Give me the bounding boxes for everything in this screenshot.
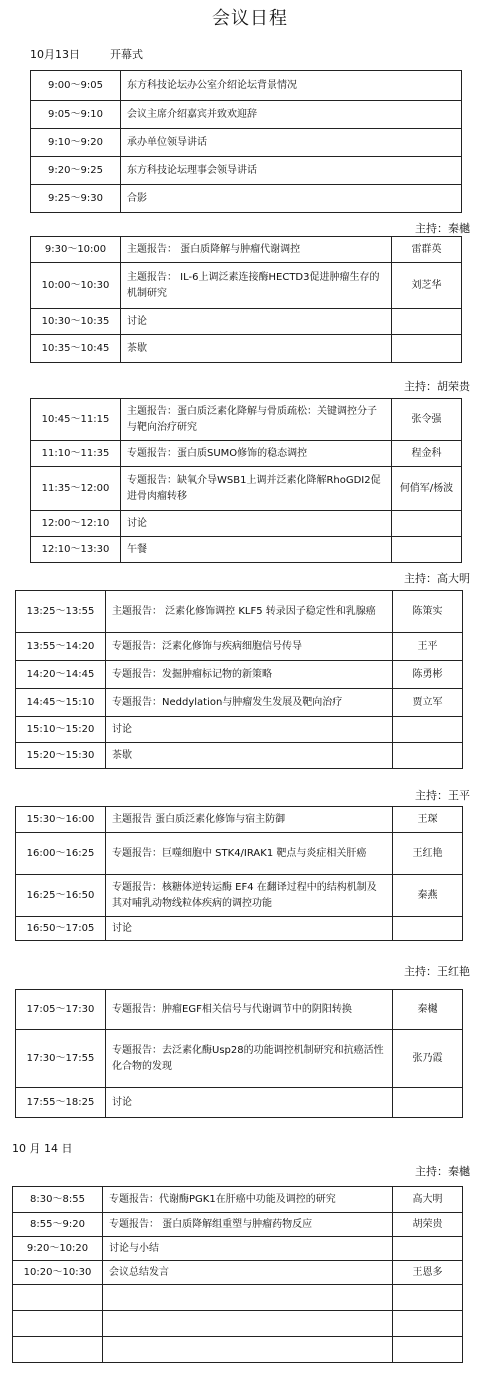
time-cell (13, 1337, 103, 1363)
time-cell: 13:55～14:20 (16, 633, 106, 661)
speaker-cell (392, 335, 462, 363)
time-cell: 10:20～10:30 (13, 1261, 103, 1285)
schedule-row (13, 1213, 463, 1237)
speaker-cell: 何俏军/杨波 (392, 467, 462, 511)
time-cell: 10:45～11:15 (31, 399, 121, 441)
topic-cell: 专题报告：Neddylation与肿瘤发生发展及靶向治疗 (106, 689, 393, 717)
topic-cell (103, 1337, 393, 1363)
topic-cell: 专题报告：发掘肿瘤标记物的新策略 (106, 661, 393, 689)
schedule-table-session-5 (15, 989, 463, 1118)
topic-cell: 专题报告：核糖体逆转运酶 EF4 在翻译过程中的结构机制及其对哺乳动物线粒体疾病的调控功能 (106, 875, 393, 917)
schedule-row (31, 185, 462, 213)
speaker-cell (393, 1337, 463, 1363)
topic-cell: 专题报告：去泛素化酶Usp28的功能调控机制研究和抗癌活性化合物的发现 (106, 1030, 393, 1088)
topic-cell: 主题报告： 泛素化修饰调控 KLF5 转录因子稳定性和乳腺癌 (106, 591, 393, 633)
schedule-table-opening (30, 70, 462, 213)
time-cell: 9:20～10:20 (13, 1237, 103, 1261)
speaker-cell (392, 511, 462, 537)
time-cell: 9:10～9:20 (31, 129, 121, 157)
host-label: 主持：胡荣贵 (404, 380, 470, 393)
speaker-cell: 陈策实 (393, 591, 463, 633)
time-cell: 10:30～10:35 (31, 309, 121, 335)
schedule-row (16, 1030, 463, 1088)
time-cell: 9:20～9:25 (31, 157, 121, 185)
day1-date: 10月13日 (30, 48, 80, 61)
topic-cell: 专题报告：代谢酶PGK1在肝癌中功能及调控的研究 (103, 1187, 393, 1213)
schedule-row (16, 875, 463, 917)
schedule-row (31, 511, 462, 537)
time-cell: 13:25～13:55 (16, 591, 106, 633)
time-cell: 11:35～12:00 (31, 467, 121, 511)
schedule-row (16, 807, 463, 833)
topic-cell: 讨论 (121, 309, 392, 335)
schedule-row (31, 101, 462, 129)
day1-header (30, 46, 143, 62)
topic-cell: 合影 (121, 185, 462, 213)
speaker-cell: 高大明 (393, 1187, 463, 1213)
time-cell: 9:25～9:30 (31, 185, 121, 213)
schedule-row (16, 990, 463, 1030)
topic-cell: 主题报告： 蛋白质降解与肿瘤代谢调控 (121, 237, 392, 263)
speaker-cell: 王平 (393, 633, 463, 661)
topic-cell: 午餐 (121, 537, 392, 563)
schedule-row (31, 399, 462, 441)
topic-cell: 专题报告：泛素化修饰与疾病细胞信号传导 (106, 633, 393, 661)
topic-cell: 承办单位领导讲话 (121, 129, 462, 157)
speaker-cell (393, 1311, 463, 1337)
topic-cell: 会议总结发言 (103, 1261, 393, 1285)
time-cell: 9:05～9:10 (31, 101, 121, 129)
time-cell (13, 1311, 103, 1337)
schedule-row (13, 1187, 463, 1213)
schedule-row (31, 309, 462, 335)
speaker-cell: 张乃霞 (393, 1030, 463, 1088)
time-cell: 16:50～17:05 (16, 917, 106, 941)
schedule-row (13, 1285, 463, 1311)
day1-label: 开幕式 (110, 48, 143, 61)
time-cell: 12:00～12:10 (31, 511, 121, 537)
schedule-row (16, 661, 463, 689)
speaker-cell: 秦燕 (393, 875, 463, 917)
speaker-cell: 胡荣贵 (393, 1213, 463, 1237)
topic-cell: 讨论 (106, 917, 393, 941)
speaker-cell: 王琛 (393, 807, 463, 833)
topic-cell: 东方科技论坛办公室介绍论坛背景情况 (121, 71, 462, 101)
time-cell: 15:30～16:00 (16, 807, 106, 833)
speaker-cell (392, 537, 462, 563)
time-cell: 12:10～13:30 (31, 537, 121, 563)
schedule-row (31, 537, 462, 563)
schedule-row (31, 335, 462, 363)
time-cell: 10:00～10:30 (31, 263, 121, 309)
speaker-cell (393, 1088, 463, 1118)
time-cell: 9:00～9:05 (31, 71, 121, 101)
topic-cell: 主题报告：蛋白质泛素化降解与骨质疏松：关键调控分子与靶向治疗研究 (121, 399, 392, 441)
host-label: 主持：秦樾 (415, 1165, 470, 1178)
schedule-row (31, 237, 462, 263)
host-label: 主持：秦樾 (415, 222, 470, 235)
time-cell: 15:20～15:30 (16, 743, 106, 769)
speaker-cell (392, 309, 462, 335)
schedule-table-session-2 (30, 398, 462, 563)
time-cell: 14:45～15:10 (16, 689, 106, 717)
topic-cell: 会议主席介绍嘉宾并致欢迎辞 (121, 101, 462, 129)
schedule-table-session-3 (15, 590, 463, 769)
host-label: 主持：高大明 (404, 572, 470, 585)
time-cell: 14:20～14:45 (16, 661, 106, 689)
topic-cell: 专题报告：蛋白质SUMO修饰的稳态调控 (121, 441, 392, 467)
topic-cell: 主题报告： IL-6上调泛素连接酶HECTD3促进肿瘤生存的机制研究 (121, 263, 392, 309)
schedule-row (13, 1237, 463, 1261)
schedule-table-session-4 (15, 806, 463, 941)
speaker-cell (393, 717, 463, 743)
time-cell: 17:30～17:55 (16, 1030, 106, 1088)
speaker-cell (393, 917, 463, 941)
schedule-table-session-1 (30, 236, 462, 363)
schedule-row (31, 263, 462, 309)
schedule-table-day2 (12, 1186, 463, 1363)
speaker-cell (393, 1237, 463, 1261)
time-cell: 10:35～10:45 (31, 335, 121, 363)
time-cell: 17:05～17:30 (16, 990, 106, 1030)
speaker-cell (393, 1285, 463, 1311)
time-cell: 8:55～9:20 (13, 1213, 103, 1237)
schedule-row (16, 833, 463, 875)
schedule-row (16, 743, 463, 769)
time-cell: 16:25～16:50 (16, 875, 106, 917)
time-cell (13, 1285, 103, 1311)
schedule-row (16, 1088, 463, 1118)
time-cell: 17:55～18:25 (16, 1088, 106, 1118)
topic-cell (103, 1285, 393, 1311)
speaker-cell: 贾立军 (393, 689, 463, 717)
topic-cell: 主题报告 蛋白质泛素化修饰与宿主防御 (106, 807, 393, 833)
host-label: 主持：王红艳 (404, 965, 470, 978)
schedule-row (16, 689, 463, 717)
schedule-row (31, 441, 462, 467)
topic-cell: 讨论与小结 (103, 1237, 393, 1261)
time-cell: 8:30～8:55 (13, 1187, 103, 1213)
schedule-row (16, 717, 463, 743)
topic-cell (103, 1311, 393, 1337)
schedule-row (16, 917, 463, 941)
topic-cell: 东方科技论坛理事会领导讲话 (121, 157, 462, 185)
host-label: 主持：王平 (415, 789, 470, 802)
speaker-cell: 王红艳 (393, 833, 463, 875)
schedule-row (13, 1337, 463, 1363)
schedule-row (13, 1311, 463, 1337)
day2-date: 10 月 14 日 (12, 1142, 73, 1155)
topic-cell: 讨论 (121, 511, 392, 537)
schedule-row (31, 71, 462, 101)
speaker-cell (393, 743, 463, 769)
schedule-row (31, 157, 462, 185)
schedule-row (13, 1261, 463, 1285)
topic-cell: 专题报告：巨噬细胞中 STK4/IRAK1 靶点与炎症相关肝癌 (106, 833, 393, 875)
topic-cell: 专题报告：缺氧介导WSB1上调并泛素化降解RhoGDI2促进骨肉瘤转移 (121, 467, 392, 511)
speaker-cell: 刘芝华 (392, 263, 462, 309)
topic-cell: 讨论 (106, 1088, 393, 1118)
schedule-row (31, 467, 462, 511)
speaker-cell: 王恩多 (393, 1261, 463, 1285)
time-cell: 11:10～11:35 (31, 441, 121, 467)
time-cell: 9:30～10:00 (31, 237, 121, 263)
speaker-cell: 秦樾 (393, 990, 463, 1030)
topic-cell: 专题报告： 蛋白质降解组重塑与肿瘤药物反应 (103, 1213, 393, 1237)
speaker-cell: 程金科 (392, 441, 462, 467)
time-cell: 16:00～16:25 (16, 833, 106, 875)
schedule-row (16, 591, 463, 633)
speaker-cell: 陈勇彬 (393, 661, 463, 689)
schedule-row (16, 633, 463, 661)
time-cell: 15:10～15:20 (16, 717, 106, 743)
topic-cell: 茶歇 (106, 743, 393, 769)
page-title: 会议日程 (212, 8, 288, 29)
topic-cell: 讨论 (106, 717, 393, 743)
topic-cell: 专题报告：肿瘤EGF相关信号与代谢调节中的阴阳转换 (106, 990, 393, 1030)
schedule-row (31, 129, 462, 157)
speaker-cell: 雷群英 (392, 237, 462, 263)
speaker-cell: 张令强 (392, 399, 462, 441)
topic-cell: 茶歇 (121, 335, 392, 363)
